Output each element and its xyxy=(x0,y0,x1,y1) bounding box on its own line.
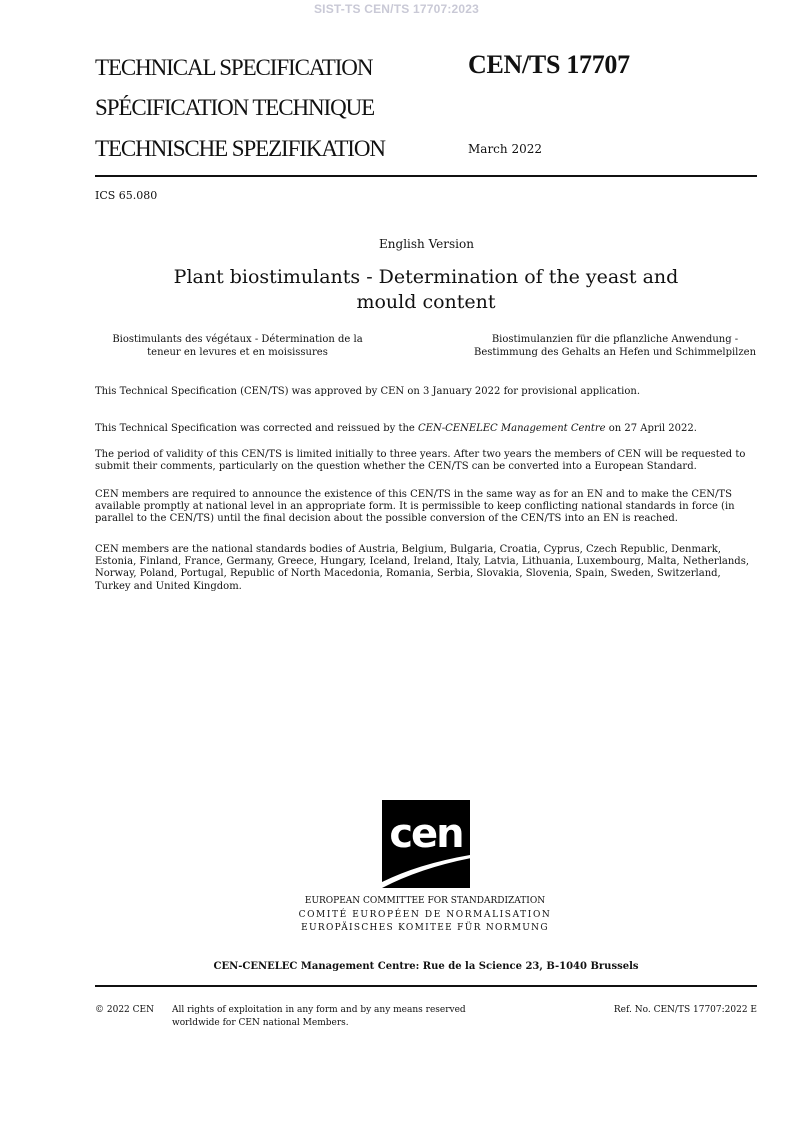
management-centre-address: CEN-CENELEC Management Centre: Rue de la Science 23, B-1040 Brussels xyxy=(213,961,639,972)
spec-type-en: TECHNICAL SPECIFICATION xyxy=(95,55,373,80)
spec-type-fr: SPÉCIFICATION TECHNIQUE xyxy=(95,95,375,120)
spec-type-de: TECHNISCHE SPEZIFIKATION xyxy=(95,136,385,161)
rights-statement: All rights of exploitation in any form and by any means reserved worldwide for CEN national Members. xyxy=(172,1005,466,1028)
members-list-paragraph: CEN members are the national standards bodies of Austria, Belgium, Bulgaria, Croatia, Cyprus, Czech Republic, Denmark, Estonia, Finland, France, Germany, Greece, Hungary, Iceland, Ireland, Italy, Latvia, Lithuania, Luxembourg, Malta, Netherlands, Norway, Poland, Portugal, Republic of North Macedonia, Romania, Serbia, Slovakia, Slovenia, Spain, Sweden, Switzerland, Turkey and United Kingdom. xyxy=(95,544,750,592)
organization-name-fr: COMITÉ EUROPÉEN DE NORMALISATION xyxy=(298,910,552,920)
validity-paragraph: The period of validity of this CEN/TS is limited initially to three years. After two years the members of CEN will be requested to submit their comments, particularly on the question whether the CEN/TS can be converted into a European Standard. xyxy=(95,449,746,473)
title-german: Biostimulanzien für die pflanzliche Anwendung - Bestimmung des Gehalts an Hefen und Schimmelpilzen xyxy=(473,334,757,358)
reference-number: Ref. No. CEN/TS 17707:2022 E xyxy=(613,1005,757,1015)
header-divider xyxy=(95,175,757,177)
members-requirement-paragraph: CEN members are required to announce the existence of this CEN/TS in the same way as for an EN and to make the CEN/TS available promptly at national level in an appropriate form. It is permissible to keep conflicting national standards in force (in parallel to the CEN/TS) until the final decision about the possible conversion of the CEN/TS into an EN is reached. xyxy=(95,489,735,525)
ics-code: ICS 65.080 xyxy=(95,189,158,202)
management-centre-name: CEN-CENELEC Management Centre xyxy=(418,423,606,434)
language-version: English Version xyxy=(379,237,474,251)
cen-logo-text: cen xyxy=(389,811,463,857)
document-title: Plant biostimulants - Determination of the yeast and mould content xyxy=(173,266,679,313)
watermark: SIST-TS CEN/TS 17707:2023 xyxy=(313,2,480,16)
copyright: © 2022 CEN xyxy=(95,1005,154,1015)
organization-name-en: EUROPEAN COMMITTEE FOR STANDARDIZATION xyxy=(304,896,546,906)
footer-divider xyxy=(95,985,757,987)
cen-logo-icon xyxy=(382,800,470,888)
reissue-text-after: on 27 April 2022. xyxy=(605,423,697,434)
publication-date: March 2022 xyxy=(468,142,542,156)
reissue-text-before: This Technical Specification was corrected and reissued by the xyxy=(95,423,419,434)
reissue-paragraph xyxy=(95,423,759,435)
organization-name-de: EUROPÄISCHES KOMITEE FÜR NORMUNG xyxy=(301,923,549,933)
document-number: CEN/TS 17707 xyxy=(468,50,630,79)
title-french: Biostimulants des végétaux - Détermination de la teneur en levures et en moisissures xyxy=(112,334,363,358)
approval-paragraph: This Technical Specification (CEN/TS) was approved by CEN on 3 January 2022 for provisional application. xyxy=(95,386,641,397)
